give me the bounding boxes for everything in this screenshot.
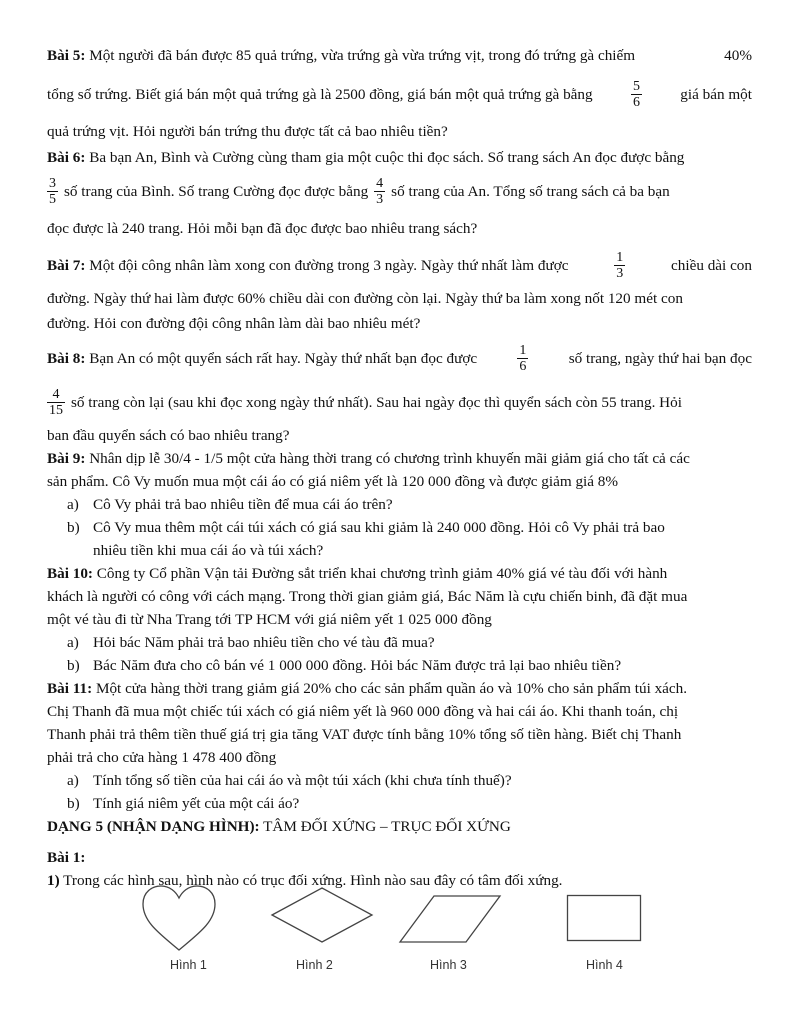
bai11-line3 [47, 723, 752, 746]
bai8-line1 [47, 336, 752, 380]
bai8-fraction-2 [47, 387, 65, 418]
bai5-fraction [631, 79, 642, 110]
bai8-text-4: ban đầu quyển sách có bao nhiêu trang? [47, 427, 290, 444]
fraction-denominator: 6 [519, 358, 527, 374]
fraction-denominator: 15 [49, 402, 63, 418]
fraction-numerator: 4 [52, 386, 60, 402]
fraction-numerator: 1 [616, 249, 624, 265]
fraction-numerator: 5 [632, 78, 640, 94]
bai11-text-2: Chị Thanh đã mua một chiếc túi xách có giá niêm yết là 960 000 đồng và hai cái áo. Khi thanh toán, chị [47, 703, 679, 720]
bai10-text-2: khách là người có công với cách mạng. Trong thời gian giảm giá, Bác Năm là cựu chiến binh, đã đặt mua [47, 588, 688, 605]
heart-figure [140, 884, 218, 954]
bai9-item-a [47, 493, 752, 516]
figures-row [140, 878, 660, 988]
figure-caption-2: Hình 2 [296, 958, 333, 972]
bai7-line3 [47, 310, 752, 336]
fraction-numerator: 4 [376, 175, 384, 191]
bai5-text-2: tổng số trứng. Biết giá bán một quả trứng gà là 2500 đồng, giá bán một quả trứng gà bằng [47, 85, 593, 103]
fraction-denominator: 6 [632, 94, 640, 110]
bai7-line1 [47, 243, 752, 287]
item-text: Bác Năm đưa cho cô bán vé 1 000 000 đồng. Hỏi bác Năm được trả lại bao nhiêu tiền? [93, 657, 622, 674]
bai6-label: Bài 6: [47, 149, 86, 166]
bai7-fraction [614, 250, 625, 281]
item-label: b) [67, 795, 80, 812]
bai7-text-4: đường. Hỏi con đường đội công nhân làm dài bao nhiêu mét? [47, 314, 421, 332]
bai9-item-b [47, 516, 752, 539]
item-label: b) [67, 657, 80, 674]
bai11-text-3: Thanh phải trả thêm tiền thuế giá trị gia tăng VAT được tính bằng 10% tổng số tiền hàng. Biết chị Thanh [47, 726, 682, 743]
item-text: Cô Vy mua thêm một cái túi xách có giá sau khi giảm là 240 000 đồng. Hỏi cô Vy phải trả bao [93, 519, 665, 536]
item-text: Tính tổng số tiền của hai cái áo và một túi xách (khi chưa tính thuế)? [93, 772, 512, 789]
bai5-label: Bài 5: [47, 46, 86, 64]
bai10-text: Công ty Cổ phần Vận tải Đường sắt triển khai chương trình giảm 40% giá vé tàu đối với hành [96, 565, 668, 582]
item-text: Cô Vy phải trả bao nhiêu tiền để mua cái áo trên? [93, 496, 393, 513]
bai5-text-3: giá bán một [680, 85, 752, 103]
rectangle-figure [566, 894, 642, 942]
bai7-label: Bài 7: [47, 256, 86, 274]
bai5-percent: 40% [724, 46, 752, 64]
bai10-item-b [47, 654, 752, 677]
bai5-line3 [47, 116, 752, 146]
item-label: a) [67, 634, 79, 651]
bai6-fraction-1 [47, 176, 58, 207]
bai1-label: Bài 1: [47, 849, 86, 866]
bai6-line1 [47, 146, 752, 169]
document-page [47, 38, 752, 892]
section-heading-rest: TÂM ĐỐI XỨNG – TRỤC ĐỐI XỨNG [259, 818, 511, 835]
bai10-line2 [47, 585, 752, 608]
bai11-line1 [47, 677, 752, 700]
bai9-line2 [47, 470, 752, 493]
item-label: a) [67, 496, 79, 513]
bai10-line3 [47, 608, 752, 631]
bai6-text-4: đọc được là 240 trang. Hỏi mỗi bạn đã đọc được bao nhiêu trang sách? [47, 219, 478, 237]
bai10-line1 [47, 562, 752, 585]
bai6-text-3: số trang của An. Tổng số trang sách cả ba bạn [391, 182, 670, 200]
parallelogram-figure [398, 894, 502, 944]
bai11-line4 [47, 746, 752, 769]
fraction-denominator: 3 [376, 191, 384, 207]
item-label: b) [67, 519, 80, 536]
bai7-text-2: chiều dài con [671, 256, 752, 274]
figure-caption-3: Hình 3 [430, 958, 467, 972]
item-text: Tính giá niêm yết của một cái áo? [93, 795, 300, 812]
item-label: a) [67, 772, 79, 789]
bai8-text-3: số trang còn lại (sau khi đọc xong ngày thứ nhất). Sau hai ngày đọc thì quyển sách còn 55 trang. Hỏi [71, 393, 682, 411]
bai9-text-2: sản phẩm. Cô Vy muốn mua một cái áo có giá niêm yết là 120 000 đồng và được giảm giá 8% [47, 473, 619, 490]
bai9-label: Bài 9: [47, 450, 86, 467]
bai9-text: Nhân dịp lễ 30/4 - 1/5 một cửa hàng thời trang có chương trình khuyến mãi giảm giá cho tất cả các [89, 450, 690, 467]
bai7-line2 [47, 287, 752, 310]
bai6-text: Ba bạn An, Bình và Cường cùng tham gia một cuộc thi đọc sách. Số trang sách An đọc được bằng [89, 149, 685, 166]
bai6-line3 [47, 213, 752, 243]
bai6-line2 [47, 169, 752, 213]
figure-caption-1: Hình 1 [170, 958, 207, 972]
section-heading-bold: DẠNG 5 (NHẬN DẠNG HÌNH): [47, 818, 260, 835]
bai1-label-line [47, 846, 752, 869]
bai8-label: Bài 8: [47, 349, 86, 367]
bai8-line3 [47, 424, 752, 447]
bai10-label: Bài 10: [47, 565, 93, 582]
bai11-text: Một cửa hàng thời trang giảm giá 20% cho các sản phẩm quần áo và 10% cho sản phẩm túi xách. [95, 680, 688, 697]
bai5-line2 [47, 72, 752, 116]
bai5-text-4: quả trứng vịt. Hỏi người bán trứng thu được tất cả bao nhiêu tiền? [47, 122, 448, 140]
bai11-item-a [47, 769, 752, 792]
rhombus-figure [270, 886, 374, 944]
section-heading [47, 815, 752, 838]
bai8-line2 [47, 380, 752, 424]
bai9-item-b-cont [47, 539, 752, 562]
bai11-item-b [47, 792, 752, 815]
bai8-text: Bạn An có một quyển sách rất hay. Ngày thứ nhất bạn đọc được [89, 349, 478, 367]
fraction-denominator: 3 [616, 265, 624, 281]
bai11-line2 [47, 700, 752, 723]
bai8-text-2: số trang, ngày thứ hai bạn đọc [568, 349, 752, 367]
bai5-text: Một người đã bán được 85 quả trứng, vừa trứng gà vừa trứng vịt, trong đó trứng gà chiếm [89, 46, 636, 64]
item-text: Hỏi bác Năm phải trả bao nhiêu tiền cho vé tàu đã mua? [93, 634, 435, 651]
fraction-denominator: 5 [49, 191, 56, 207]
item-text: nhiêu tiền khi mua cái áo và túi xách? [93, 542, 324, 559]
figure-caption-4: Hình 4 [586, 958, 623, 972]
bai6-text-2: số trang của Bình. Số trang Cường đọc được bằng [64, 182, 369, 200]
bai11-text-4: phải trả cho cửa hàng 1 478 400 đồng [47, 749, 277, 766]
bai7-text: Một đội công nhân làm xong con đường trong 3 ngày. Ngày thứ nhất làm được [89, 256, 569, 274]
bai1-question-text: Trong các hình sau, hình nào có trục đối xứng. Hình nào sau đây có tâm đối xứng. [59, 872, 563, 889]
bai6-fraction-2 [374, 176, 385, 207]
bai9-line1 [47, 447, 752, 470]
bai10-text-3: một vé tàu đi từ Nha Trang tới TP HCM với giá niêm yết 1 025 000 đồng [47, 611, 492, 628]
bai1-question-number: 1) [47, 872, 60, 889]
bai7-text-3: đường. Ngày thứ hai làm được 60% chiều dài con đường còn lại. Ngày thứ ba làm xong nốt 120 mét con [47, 290, 683, 307]
bai8-fraction-1 [517, 343, 528, 374]
fraction-numerator: 3 [49, 175, 56, 191]
fraction-numerator: 1 [519, 342, 527, 358]
bai5-line1 [47, 38, 752, 72]
bai11-label: Bài 11: [47, 680, 93, 697]
bai10-item-a [47, 631, 752, 654]
